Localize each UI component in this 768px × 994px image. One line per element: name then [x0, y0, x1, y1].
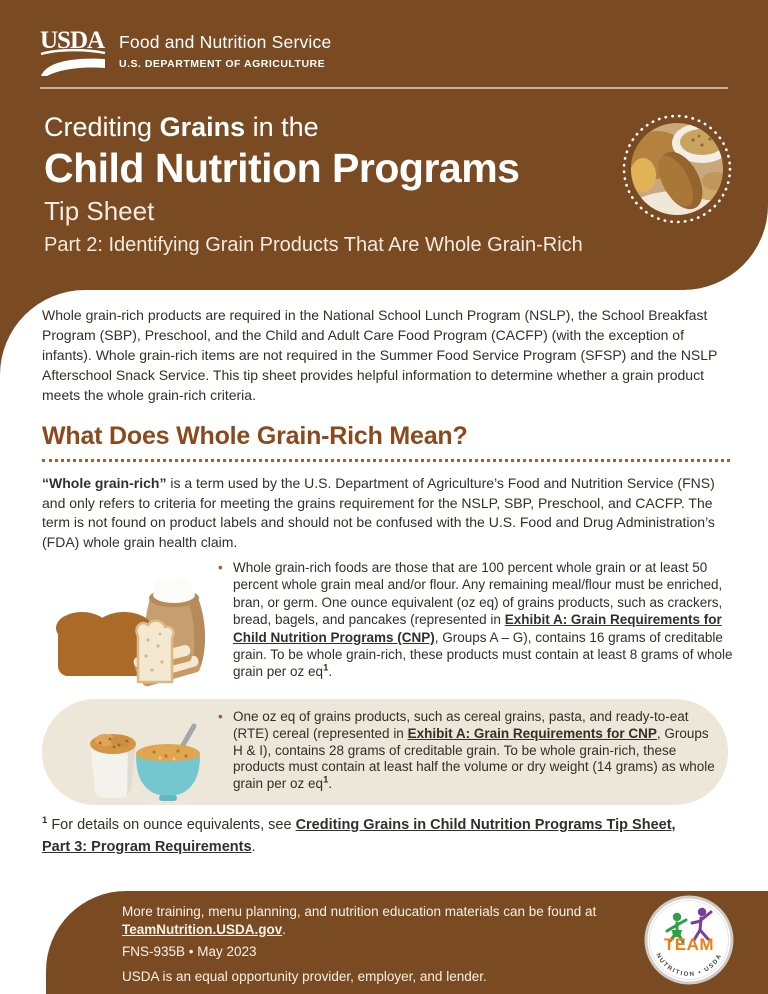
- footnote-reference: 1: [323, 774, 329, 786]
- agency-name: Food and Nutrition Service: [119, 32, 332, 52]
- bullet-item-grains-groups-a-g: [218, 559, 734, 681]
- agency-block: [119, 26, 331, 70]
- footer-text: [122, 903, 642, 985]
- bread-photo-icon: [620, 112, 734, 226]
- part3-link-line1[interactable]: Crediting Grains in Child Nutrition Programs Tip Sheet,: [295, 817, 676, 833]
- definition-paragraph: “Whole grain-rich” is a term used by the U.S. Department of Agriculture’s Food and Nutrition Service (FNS) and only refers to criteria for meeting the grains requirement for the NSLP, SBP, Preschool, and CACFP. The term is not found on product labels and should not be confused with the U.S. Food and Drug Administration’s (FDA) whole grain health claim.: [42, 475, 715, 550]
- bullet-dot: •: [218, 709, 223, 724]
- footnote-reference: 1: [323, 662, 329, 674]
- bullet-item-grains-groups-h-i: [218, 709, 718, 793]
- footer-eeo-statement: USDA is an equal opportunity provider, employer, and lender.: [122, 968, 487, 984]
- bread-and-flour-icon: [50, 574, 214, 688]
- bread-illustration: [50, 574, 214, 688]
- usda-logo-row: [40, 26, 331, 80]
- bullet-text: One oz eq of grains products, such as cereal grains, pasta, and ready-to-eat (RTE) cereal (represented in Exhibit A: Grain Requirements for CNP, Groups H & I), contains 28 grams of creditable grain. To be whole grain-rich, these products must contain at least half the volume or dry weight (14 grams) as whole grain per oz eq$^1$.: [233, 709, 715, 792]
- footnote: $^1$ For details on ounce equivalents, see Crediting Grains in Child Nutrition Programs Tip Sheet, Part 3: Program Requirements.: [42, 815, 676, 855]
- footer-line-1: More training, menu planning, and nutrition education materials can be found at TeamNutrition.USDA.gov.: [122, 904, 597, 937]
- header-photo: [620, 112, 734, 226]
- bullet-text: Whole grain-rich foods are those that are 100 percent whole grain or at least 50 percent whole grain meal and/or flour. Any remaining meal/flour must be enriched, bran, or germ. One ounce equivalent (oz eq) of grains products, such as crackers, bread, bagels, and pancakes (represented in Exhibit A: Grain Requirements for Child Nutrition Programs (CNP), Groups A – G), contains 16 grams of creditable grain. To be whole grain-rich, these products must contain at least 8 grams of whole grain per oz eq$^1$.: [233, 560, 733, 680]
- department-name: U.S. DEPARTMENT OF AGRICULTURE: [119, 58, 326, 70]
- section-heading: What Does Whole Grain-Rich Mean?: [42, 422, 468, 450]
- definition-lead: “Whole grain-rich”: [42, 475, 167, 491]
- title-block: [44, 112, 583, 257]
- usda-logo-icon: [40, 26, 106, 80]
- footer-publication-number: FNS-935B • May 2023: [122, 944, 257, 959]
- bullet-dot: •: [218, 560, 223, 575]
- dotted-divider: [42, 459, 730, 462]
- title-main: Child Nutrition Programs: [44, 145, 520, 191]
- part3-link-line2[interactable]: Part 3: Program Requirements: [42, 839, 252, 855]
- usda-wordmark: USDA: [40, 27, 105, 54]
- teamnutrition-link[interactable]: TeamNutrition.USDA.gov: [122, 921, 283, 937]
- cereal-bowl-icon: [82, 720, 206, 804]
- title-line-1: Crediting Grains in the: [44, 112, 319, 142]
- title-tip-sheet: Tip Sheet: [44, 196, 155, 227]
- footnote-number: 1: [42, 815, 48, 827]
- exhibit-a-cnp-link[interactable]: Exhibit A: Grain Requirements for Child Nutrition Programs (CNP): [233, 612, 722, 645]
- intro-paragraph: Whole grain-rich products are required in the National School Lunch Program (NSLP), the School Breakfast Program (SBP), Preschool, and the Child and Adult Care Food Program (CACFP) (with the exception of infants). Whole grain-rich items are not required in the Summer Food Service Program (SFSP) and the NSLP Afterschool Snack Service. This tip sheet provides helpful information to determine whether a grain product meets the whole grain-rich criteria.: [42, 307, 718, 403]
- cereal-illustration: [82, 720, 206, 804]
- team-logo-wordmark: TEAM: [663, 935, 715, 954]
- title-part-line: Part 2: Identifying Grain Products That Are Whole Grain-Rich: [44, 234, 583, 257]
- header-divider: [40, 87, 728, 89]
- team-logo-ring-text: NUTRITION • USDA: [654, 952, 724, 979]
- exhibit-a-cnp-short-link[interactable]: Exhibit A: Grain Requirements for CNP: [407, 725, 657, 741]
- team-nutrition-badge-icon: [644, 895, 734, 985]
- footer-band: [46, 891, 768, 994]
- team-nutrition-logo: [644, 895, 734, 985]
